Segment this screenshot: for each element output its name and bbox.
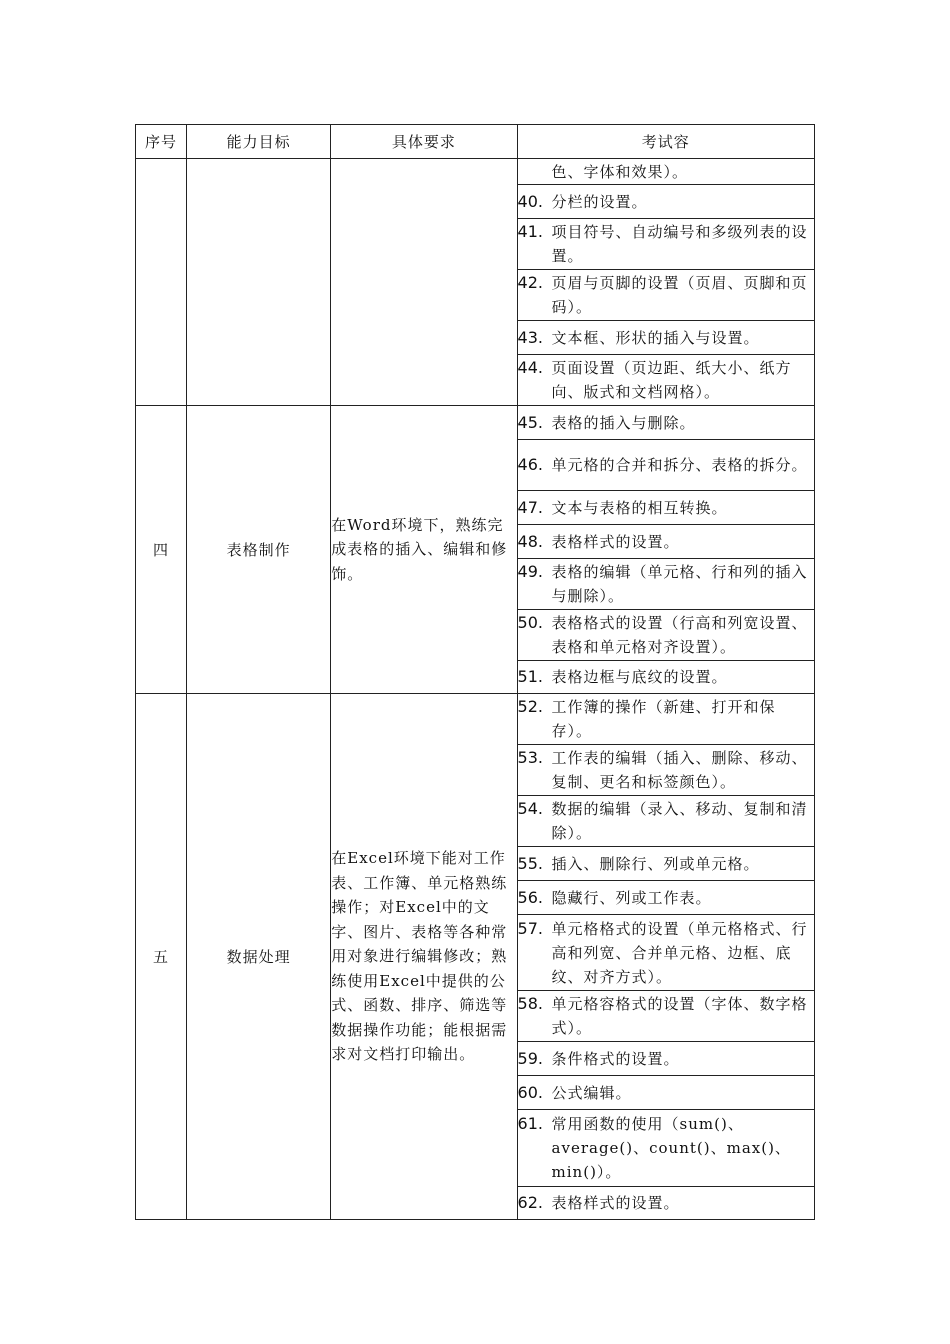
exam-item: 52. 工作簿的操作（新建、打开和保存）。: [517, 694, 814, 745]
section-requirement: 在Word环境下，熟练完成表格的插入、编辑和修饰。: [331, 406, 517, 694]
table-row: [136, 159, 815, 185]
exam-item: 55. 插入、删除行、列或单元格。: [517, 847, 814, 881]
exam-item: 56. 隐藏行、列或工作表。: [517, 881, 814, 915]
exam-item: 40. 分栏的设置。: [517, 185, 814, 219]
header-goal: 能力目标: [187, 125, 331, 159]
section-no: 五: [136, 694, 187, 1220]
exam-item: 62. 表格样式的设置。: [517, 1187, 814, 1220]
section-requirement: [331, 159, 517, 406]
exam-item: 51. 表格边框与底纹的设置。: [517, 661, 814, 694]
exam-item: 61. 常用函数的使用（sum()、average()、count()、max()、min()）。: [517, 1110, 814, 1187]
exam-item: 41. 项目符号、自动编号和多级列表的设置。: [517, 219, 814, 270]
header-no: 序号: [136, 125, 187, 159]
table-row: [136, 406, 815, 440]
exam-item: 42. 页眉与页脚的设置（页眉、页脚和页码）。: [517, 270, 814, 321]
header-requirement: 具体要求: [331, 125, 517, 159]
syllabus-table: [135, 124, 815, 1220]
section-goal: 表格制作: [187, 406, 331, 694]
exam-item: 57. 单元格格式的设置（单元格格式、行高和列宽、合并单元格、边框、底纹、对齐方式）。: [517, 915, 814, 991]
exam-item: 45. 表格的插入与删除。: [517, 406, 814, 440]
exam-item-continued: 色、字体和效果）。: [517, 159, 814, 185]
exam-item: 44. 页面设置（页边距、纸大小、纸方向、版式和文档网格）。: [517, 355, 814, 406]
table-row: [136, 694, 815, 745]
exam-item: 60. 公式编辑。: [517, 1076, 814, 1110]
exam-item: 49. 表格的编辑（单元格、行和列的插入与删除）。: [517, 559, 814, 610]
exam-item: 53. 工作表的编辑（插入、删除、移动、复制、更名和标签颜色）。: [517, 745, 814, 796]
exam-item: 46. 单元格的合并和拆分、表格的拆分。: [517, 440, 814, 491]
exam-item: 48. 表格样式的设置。: [517, 525, 814, 559]
exam-item: 58. 单元格容格式的设置（字体、数字格式）。: [517, 991, 814, 1042]
section-no: [136, 159, 187, 406]
exam-item: 47. 文本与表格的相互转换。: [517, 491, 814, 525]
exam-item: 43. 文本框、形状的插入与设置。: [517, 321, 814, 355]
exam-item: 54. 数据的编辑（录入、移动、复制和清除）。: [517, 796, 814, 847]
section-requirement: 在Excel环境下能对工作表、工作簿、单元格熟练操作；对Excel中的文字、图片、表格等各种常用对象进行编辑修改；熟练使用Excel中提供的公式、函数、排序、筛选等数据操作功能；能根据需求对文档打印输出。: [331, 694, 517, 1220]
section-goal: 数据处理: [187, 694, 331, 1220]
exam-item: 50. 表格格式的设置（行高和列宽设置、表格和单元格对齐设置）。: [517, 610, 814, 661]
section-no: 四: [136, 406, 187, 694]
exam-item: 59. 条件格式的设置。: [517, 1042, 814, 1076]
header-exam-content: 考试容: [517, 125, 814, 159]
header-row: [136, 125, 815, 159]
section-goal: [187, 159, 331, 406]
